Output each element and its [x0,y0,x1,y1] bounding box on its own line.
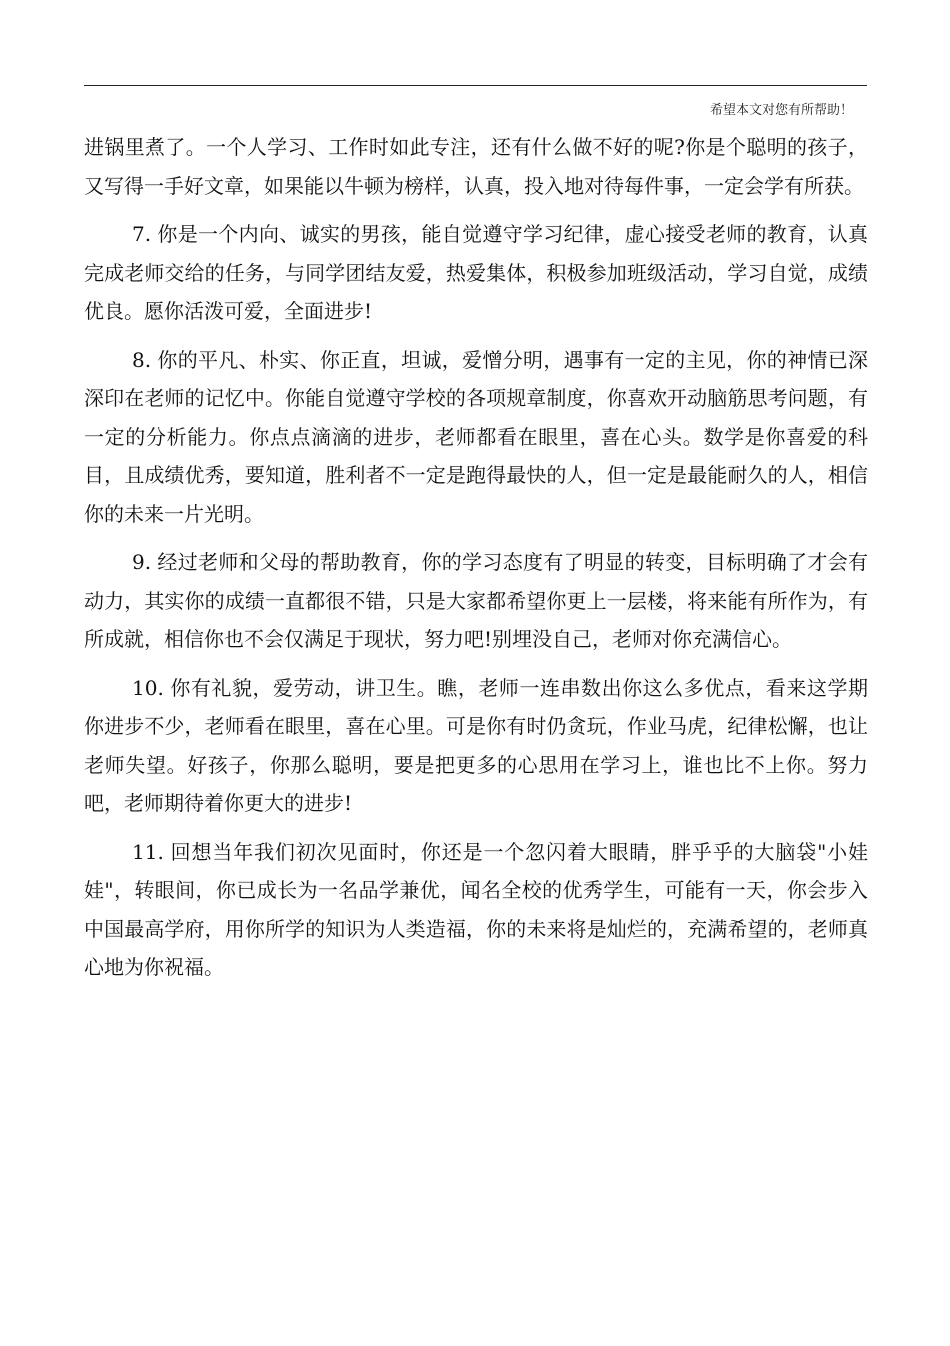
paragraph-7 [84,215,868,331]
paragraph-number: 11. [132,839,164,864]
paragraph-text: 你是一个内向、诚实的男孩，能自觉遵守学习纪律，虚心接受老师的教育，认真完成老师交给的任务，与同学团结友爱，热爱集体，积极参加班级活动，学习自觉，成绩优良。愿你活泼可爱，全面进步! [84,222,868,323]
paragraph-text: 你的平凡、朴实、你正直，坦诚，爱憎分明，遇事有一定的主见，你的神情已深深印在老师的记忆中。你能自觉遵守学校的各项规章制度，你喜欢开动脑筋思考问题，有一定的分析能力。你点点滴滴的进步，老师都看在眼里，喜在心头。数学是你喜爱的科目，且成绩优秀，要知道，胜利者不一定是跑得最快的人，但一定是最能耐久的人，相信你的未来一片光明。 [84,347,868,526]
paragraph-text: 你有礼貌，爱劳动，讲卫生。瞧，老师一连串数出你这么多优点，看来这学期你进步不少，老师看在眼里，喜在心里。可是你有时仍贪玩，作业马虎，纪律松懈，也让老师失望。好孩子，你那么聪明，要是把更多的心思用在学习上，谁也比不上你。努力吧，老师期待着你更大的进步! [84,675,868,815]
document-body [84,128,868,997]
paragraph-8 [84,341,868,534]
paragraph-text: 回想当年我们初次见面时，你还是一个忽闪着大眼睛，胖乎乎的大脑袋"小娃娃"，转眼间，你已成长为一名品学兼优，闻名全校的优秀学生，可能有一天，你会步入中国最高学府，用你所学的知识为人类造福，你的未来将是灿烂的，充满希望的，老师真心地为你祝福。 [84,839,868,979]
paragraph-number: 9. [132,550,152,574]
paragraph-10 [84,669,868,823]
paragraph-continued [84,128,868,205]
paragraph-9 [84,543,868,659]
paragraph-number: 7. [132,222,152,246]
paragraph-number: 8. [132,347,152,372]
paragraph-11 [84,833,868,987]
header-divider [84,85,867,86]
header-note: 希望本文对您有所帮助！ [709,103,853,118]
paragraph-text: 经过老师和父母的帮助教育，你的学习态度有了明显的转变，目标明确了才会有动力，其实你的成绩一直都很不错，只是大家都希望你更上一层楼，将来能有所作为，有所成就，相信你也不会仅满足于现状，努力吧!别埋没自己，老师对你充满信心。 [84,550,868,651]
paragraph-text: 进锅里煮了。一个人学习、工作时如此专注，还有什么做不好的呢?你是个聪明的孩子，又写得一手好文章，如果能以牛顿为榜样，认真，投入地对待每件事，一定会学有所获。 [84,135,868,198]
paragraph-number: 10. [132,675,164,700]
